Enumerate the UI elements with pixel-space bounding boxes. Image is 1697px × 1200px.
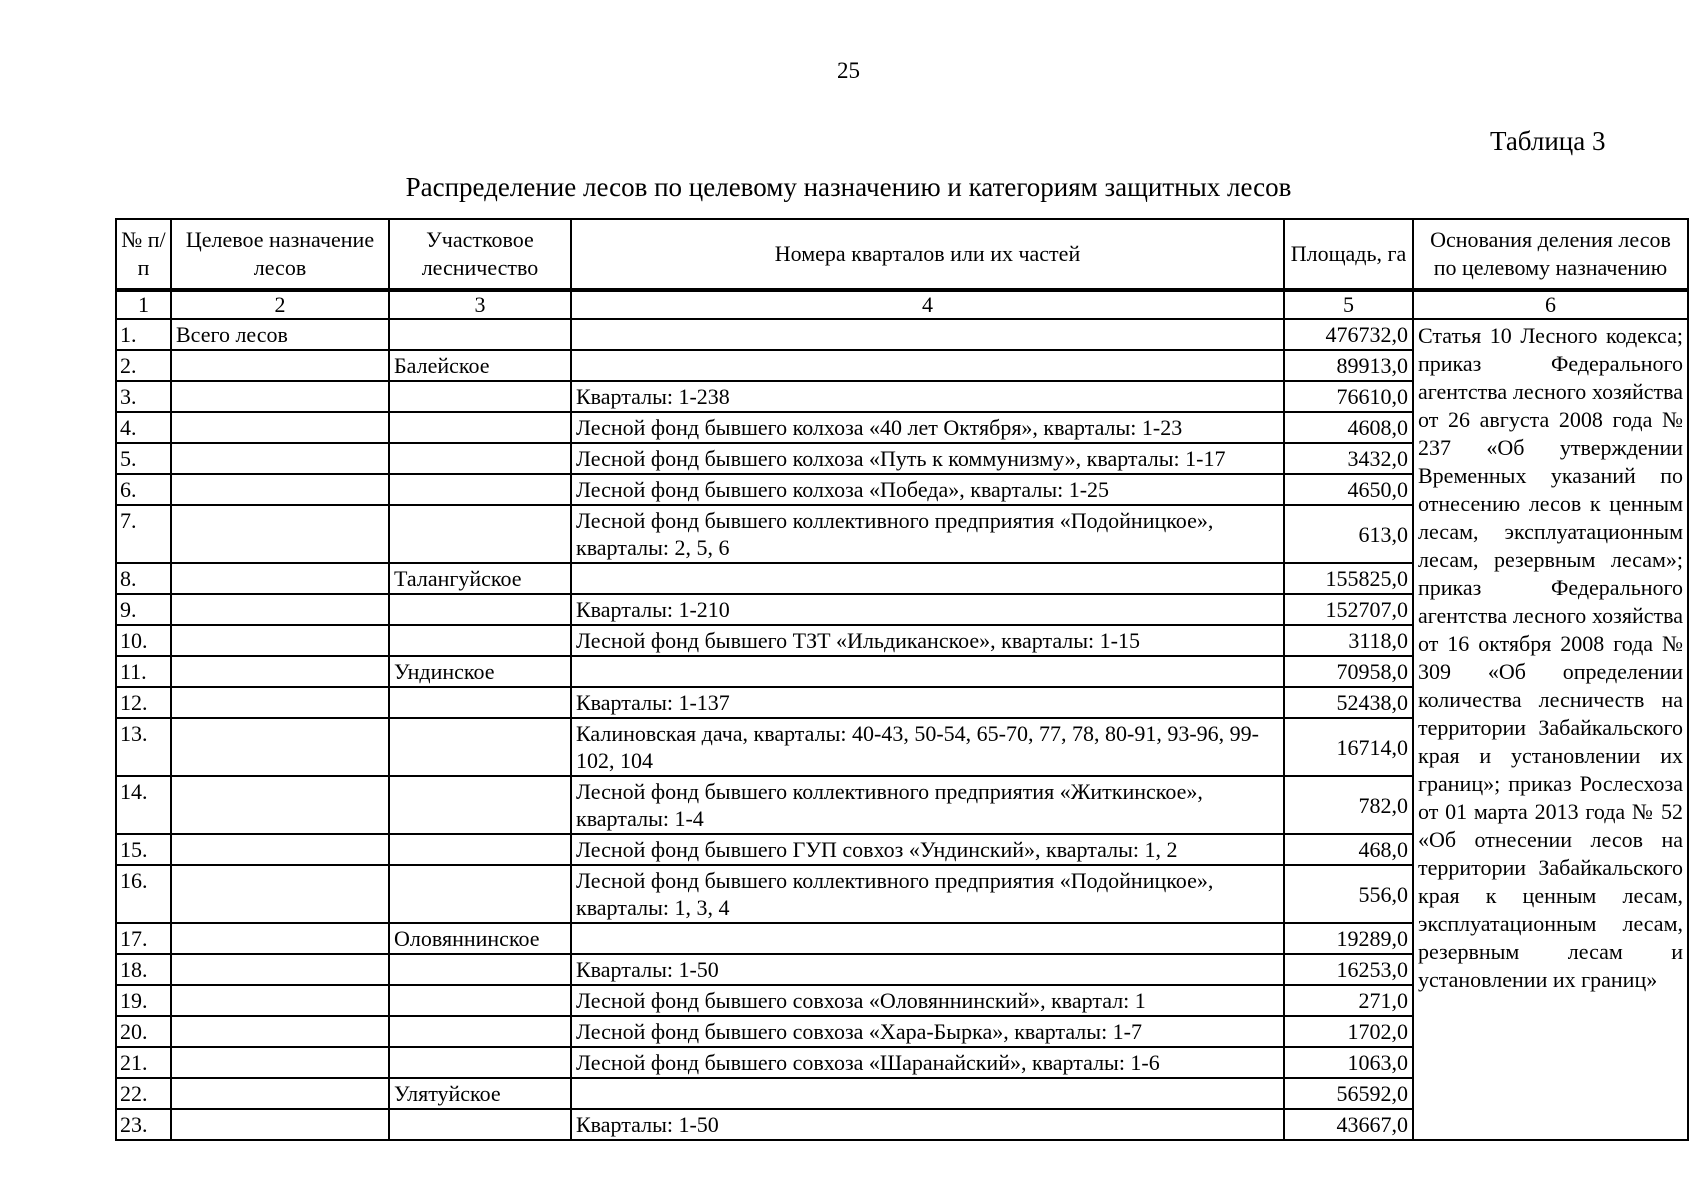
forest-purpose-cell (171, 1109, 389, 1140)
column-number: 1 (116, 290, 171, 319)
forestry-district-cell (389, 834, 571, 865)
row-number: 2. (116, 350, 171, 381)
area-cell: 1702,0 (1284, 1016, 1413, 1047)
page-number: 25 (837, 58, 860, 83)
row-number: 7. (116, 505, 171, 563)
forest-purpose-cell (171, 776, 389, 834)
forest-purpose-cell (171, 381, 389, 412)
area-cell: 613,0 (1284, 505, 1413, 563)
quarters-cell: Лесной фонд бывшего колхоза «Победа», кварталы: 1-25 (571, 474, 1284, 505)
area-cell: 52438,0 (1284, 687, 1413, 718)
header-col-purpose: Целевое назначение лесов (171, 219, 389, 290)
area-cell: 556,0 (1284, 865, 1413, 923)
table-row (116, 319, 1688, 350)
forest-purpose-cell (171, 923, 389, 954)
column-number: 6 (1413, 290, 1688, 319)
forest-purpose-cell (171, 350, 389, 381)
row-number: 23. (116, 1109, 171, 1140)
area-cell: 43667,0 (1284, 1109, 1413, 1140)
area-cell: 468,0 (1284, 834, 1413, 865)
forest-purpose-cell (171, 412, 389, 443)
row-number: 21. (116, 1047, 171, 1078)
forest-purpose-cell (171, 563, 389, 594)
quarters-cell: Лесной фонд бывшего ГУП совхоз «Ундинский», кварталы: 1, 2 (571, 834, 1284, 865)
quarters-cell: Лесной фонд бывшего колхоза «40 лет Октября», кварталы: 1-23 (571, 412, 1284, 443)
area-cell: 70958,0 (1284, 656, 1413, 687)
column-number: 4 (571, 290, 1284, 319)
area-cell: 3432,0 (1284, 443, 1413, 474)
forest-purpose-cell (171, 954, 389, 985)
row-number: 1. (116, 319, 171, 350)
forest-purpose-cell (171, 594, 389, 625)
header-col-quarters: Номера кварталов или их частей (571, 219, 1284, 290)
row-number: 9. (116, 594, 171, 625)
quarters-cell: Калиновская дача, кварталы: 40-43, 50-54, 65-70, 77, 78, 80-91, 93-96, 99-102, 104 (571, 718, 1284, 776)
forestry-district-cell (389, 776, 571, 834)
quarters-cell: Кварталы: 1-50 (571, 954, 1284, 985)
row-number: 18. (116, 954, 171, 985)
column-number: 5 (1284, 290, 1413, 319)
area-cell: 56592,0 (1284, 1078, 1413, 1109)
forest-purpose-cell (171, 1047, 389, 1078)
forest-purpose-cell (171, 625, 389, 656)
column-number: 2 (171, 290, 389, 319)
quarters-cell: Лесной фонд бывшего коллективного предприятия «Житкинское», кварталы: 1-4 (571, 776, 1284, 834)
area-cell: 271,0 (1284, 985, 1413, 1016)
forest-purpose-cell (171, 865, 389, 923)
area-cell: 4608,0 (1284, 412, 1413, 443)
row-number: 22. (116, 1078, 171, 1109)
quarters-cell: Лесной фонд бывшего совхоза «Оловяннинский», квартал: 1 (571, 985, 1284, 1016)
quarters-cell (571, 350, 1284, 381)
forest-distribution-table (115, 218, 1687, 1141)
quarters-cell: Кварталы: 1-238 (571, 381, 1284, 412)
column-number-row (116, 290, 1688, 319)
forestry-district-cell: Ундинское (389, 656, 571, 687)
row-number: 17. (116, 923, 171, 954)
row-number: 11. (116, 656, 171, 687)
area-cell: 16714,0 (1284, 718, 1413, 776)
row-number: 15. (116, 834, 171, 865)
forest-purpose-cell (171, 718, 389, 776)
header-col-area: Площадь, га (1284, 219, 1413, 290)
quarters-cell (571, 563, 1284, 594)
area-cell: 89913,0 (1284, 350, 1413, 381)
quarters-cell: Кварталы: 1-137 (571, 687, 1284, 718)
row-number: 20. (116, 1016, 171, 1047)
forest-purpose-cell (171, 656, 389, 687)
quarters-cell: Кварталы: 1-210 (571, 594, 1284, 625)
row-number: 6. (116, 474, 171, 505)
row-number: 12. (116, 687, 171, 718)
row-number: 16. (116, 865, 171, 923)
forest-purpose-cell (171, 443, 389, 474)
row-number: 13. (116, 718, 171, 776)
quarters-cell: Кварталы: 1-50 (571, 1109, 1284, 1140)
forestry-district-cell: Оловяннинское (389, 923, 571, 954)
forest-purpose-cell (171, 834, 389, 865)
forestry-district-cell (389, 381, 571, 412)
table-label: Таблица 3 (1490, 126, 1606, 156)
forestry-district-cell: Улятуйское (389, 1078, 571, 1109)
quarters-cell (571, 1078, 1284, 1109)
area-cell: 4650,0 (1284, 474, 1413, 505)
area-cell: 76610,0 (1284, 381, 1413, 412)
forestry-district-cell (389, 1016, 571, 1047)
forestry-district-cell: Балейское (389, 350, 571, 381)
header-col-district: Участковое лесничество (389, 219, 571, 290)
quarters-cell: Лесной фонд бывшего коллективного предприятия «Подойницкое», кварталы: 1, 3, 4 (571, 865, 1284, 923)
row-number: 19. (116, 985, 171, 1016)
row-number: 10. (116, 625, 171, 656)
forestry-district-cell (389, 865, 571, 923)
area-cell: 476732,0 (1284, 319, 1413, 350)
row-number: 4. (116, 412, 171, 443)
area-cell: 16253,0 (1284, 954, 1413, 985)
forestry-district-cell: Талангуйское (389, 563, 571, 594)
row-number: 14. (116, 776, 171, 834)
row-number: 5. (116, 443, 171, 474)
header-col-number: № п/п (116, 219, 171, 290)
forest-purpose-cell: Всего лесов (171, 319, 389, 350)
forestry-district-cell (389, 594, 571, 625)
forestry-district-cell (389, 985, 571, 1016)
area-cell: 1063,0 (1284, 1047, 1413, 1078)
area-cell: 152707,0 (1284, 594, 1413, 625)
table-title: Распределение лесов по целевому назначению и категориям защитных лесов (405, 172, 1292, 202)
data-table (115, 218, 1689, 1141)
quarters-cell: Лесной фонд бывшего колхоза «Путь к коммунизму», кварталы: 1-17 (571, 443, 1284, 474)
header-col-basis: Основания деления лесов по целевому назначению (1413, 219, 1688, 290)
forest-purpose-cell (171, 985, 389, 1016)
quarters-cell: Лесной фонд бывшего совхоза «Шаранайский», кварталы: 1-6 (571, 1047, 1284, 1078)
area-cell: 782,0 (1284, 776, 1413, 834)
forestry-district-cell (389, 319, 571, 350)
forestry-district-cell (389, 687, 571, 718)
column-number: 3 (389, 290, 571, 319)
forestry-district-cell (389, 1109, 571, 1140)
forest-purpose-cell (171, 687, 389, 718)
forest-purpose-cell (171, 1016, 389, 1047)
forest-purpose-cell (171, 474, 389, 505)
forestry-district-cell (389, 625, 571, 656)
quarters-cell (571, 319, 1284, 350)
forestry-district-cell (389, 474, 571, 505)
forestry-district-cell (389, 443, 571, 474)
area-cell: 155825,0 (1284, 563, 1413, 594)
forestry-district-cell (389, 954, 571, 985)
row-number: 8. (116, 563, 171, 594)
forest-purpose-cell (171, 1078, 389, 1109)
forestry-district-cell (389, 505, 571, 563)
quarters-cell (571, 656, 1284, 687)
quarters-cell: Лесной фонд бывшего совхоза «Хара-Бырка», кварталы: 1-7 (571, 1016, 1284, 1047)
header-row (116, 219, 1688, 290)
area-cell: 19289,0 (1284, 923, 1413, 954)
legal-basis-cell: Статья 10 Лесного кодекса; приказ Федерального агентства лесного хозяйства от 26 августа 2008 года № 237 «Об утверждении Временных указаний по отнесению лесов к ценным лесам, эксплуатационным лесам, резервным лесам»; приказ Федерального агентства лесного хозяйства от 16 октября 2008 года № 309 «Об определении количества лесничеств на территории Забайкальского края и установлении их границ»; приказ Рослесхоза от 01 марта 2013 года № 52 «Об отнесении лесов на территории Забайкальского края к ценным лесам, эксплуатационным лесам, резервным лесам и установлении их границ» (1413, 319, 1688, 1140)
forest-purpose-cell (171, 505, 389, 563)
row-number: 3. (116, 381, 171, 412)
quarters-cell: Лесной фонд бывшего ТЗТ «Ильдиканское», кварталы: 1-15 (571, 625, 1284, 656)
area-cell: 3118,0 (1284, 625, 1413, 656)
quarters-cell: Лесной фонд бывшего коллективного предприятия «Подойницкое», кварталы: 2, 5, 6 (571, 505, 1284, 563)
quarters-cell (571, 923, 1284, 954)
forestry-district-cell (389, 718, 571, 776)
forestry-district-cell (389, 1047, 571, 1078)
forestry-district-cell (389, 412, 571, 443)
